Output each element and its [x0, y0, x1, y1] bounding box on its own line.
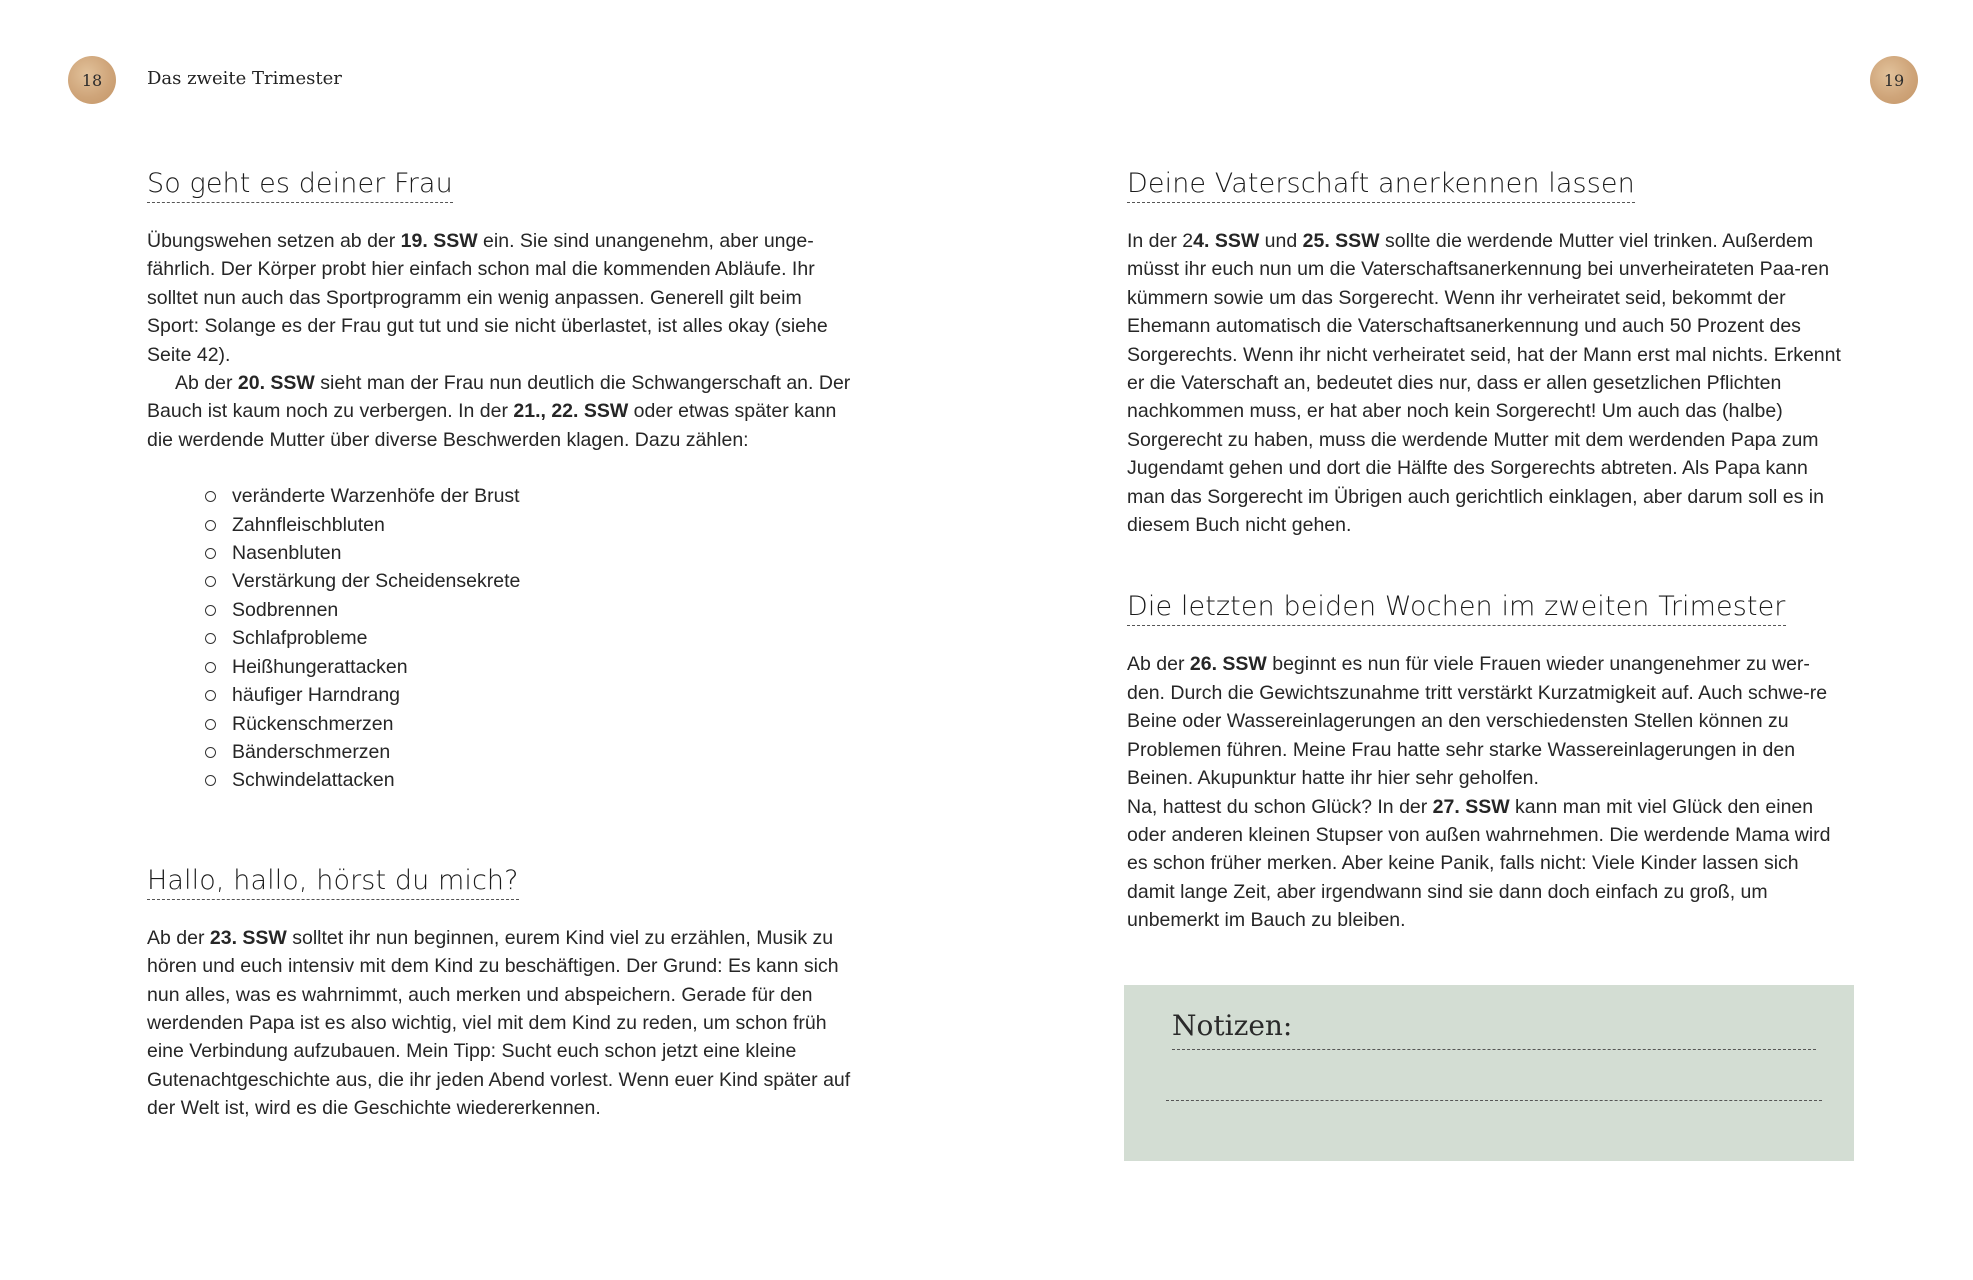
text-run: Ab der — [175, 372, 238, 395]
page-number-left — [68, 56, 116, 104]
section-so-geht-es-deiner-frau — [147, 168, 852, 795]
text-run: sollte die werdende Mutter viel trinken. Außerdem müsst ihr euch nun um die Vaterschaftsanerkennung bei unverheirateten Paa-ren kümmern sowie um das Sorgerecht. Wenn ihr verheiratet seid, bekommt der Ehemann automatisch die Vaterschaftsanerkennung und auch 50 Prozent des Sorgerechts. Wenn ihr nicht verheiratet seid, hat der Mann erst mal nichts. Erkennt er die Vaterschaft an, bedeutet dies nur, dass er allen gesetzlichen Pflichten nachkommen muss, er hat aber noch kein Sorgerecht! Um auch das (halbe) Sorgerecht zu haben, muss die werdende Mutter mit dem werdenden Papa zum Jugendamt gehen und dort die Hälfte des Sorgerechts abtreten. Als Papa kann man das Sorgerecht im Übrigen auch gerichtlich einklagen, aber darum soll es in diesem Buch nicht gehen. — [1127, 230, 1841, 537]
week-label: 19. SSW — [400, 230, 478, 252]
week-label: 4. SSW — [1193, 230, 1260, 252]
text-run: In der 2 — [1127, 230, 1194, 252]
text-run: ein. Sie sind unangenehm, aber unge-fährlich. Der Körper probt hier einfach schon mal die kommenden Abläufe. Ihr solltet nun auch das Sportprogramm ein wenig anpassen. Generell gilt beim Sport: Solange es der Frau gut tut und sie nicht überlastet, ist alles okay (siehe Seite 42). — [147, 230, 828, 366]
list-item: Nasenbluten — [205, 539, 852, 567]
paragraph — [147, 924, 852, 1123]
paragraph — [147, 227, 852, 369]
section-heading: Die letzten beiden Wochen im zweiten Trimester — [1127, 591, 1786, 626]
text-run: Übungswehen setzen ab der — [147, 230, 401, 252]
text-run: sieht man der Frau nun deutlich die Schwangerschaft an. Der Bauch ist kaum noch zu verbergen. In der — [147, 372, 851, 423]
section-heading: Deine Vaterschaft anerkennen lassen — [1127, 168, 1635, 203]
section-heading: So geht es deiner Frau — [147, 168, 453, 203]
paragraph — [1127, 650, 1847, 792]
notes-line — [1166, 1100, 1822, 1101]
text-run: und — [1259, 230, 1303, 252]
list-item: Rückenschmerzen — [205, 710, 852, 738]
page-number-right-text: 19 — [1883, 70, 1905, 90]
list-item: Schwindelattacken — [205, 766, 852, 794]
section-letzten-wochen — [1127, 591, 1847, 934]
paragraph — [1127, 793, 1847, 935]
list-item: veränderte Warzenhöfe der Brust — [205, 482, 852, 510]
paragraph — [147, 369, 852, 454]
list-item: Verstärkung der Scheidensekrete — [205, 567, 852, 595]
text-run: oder etwas später kann die werdende Mutter über diverse Beschwerden klagen. Dazu zählen: — [147, 400, 837, 451]
list-item: Zahnfleischbluten — [205, 511, 852, 539]
week-label: 20. SSW — [237, 372, 315, 395]
symptom-list — [205, 482, 852, 794]
section-hallo-hallo — [147, 865, 852, 1123]
notes-box — [1124, 985, 1854, 1161]
text-run: Ab der — [1127, 653, 1190, 676]
week-label: 21., 22. SSW — [513, 400, 629, 423]
text-run: beginnt es nun für viele Frauen wieder unangenehmer zu wer-den. Durch die Gewichtszunahme tritt verstärkt Kurzatmigkeit auf. Auch schwe-re Beine oder Wassereinlagerungen an den verschiedensten Stellen können zu Problemen führen. Meine Frau hatte sehr starke Wassereinlagerungen in den Beinen. Akupunktur hatte ihr hier sehr geholfen. — [1127, 653, 1828, 790]
running-title: Das zweite Trimester — [147, 68, 342, 89]
week-label: 26. SSW — [1189, 653, 1267, 676]
section-vaterschaft — [1127, 168, 1847, 539]
notes-title: Notizen: — [1172, 1009, 1293, 1042]
page-number-right — [1870, 56, 1918, 104]
text-run: kann man mit viel Glück den einen oder anderen kleinen Stupser von außen wahrnehmen. Die werdende Mama wird es schon früher merken. Aber keine Panik, falls nicht: Viele Kinder lassen sich damit lange Zeit, aber irgendwann sind sie dann doch einfach zu groß, um unbemerkt im Bauch zu bleiben. — [1127, 795, 1831, 932]
paragraph — [1127, 227, 1847, 539]
list-item: Schlafprobleme — [205, 624, 852, 652]
left-column — [147, 168, 852, 1123]
list-item: Heißhungerattacken — [205, 653, 852, 681]
text-run: Na, hattest du schon Glück? In der — [1127, 795, 1433, 818]
list-item: häufiger Harndrang — [205, 681, 852, 709]
notes-line — [1172, 1049, 1816, 1050]
list-item: Sodbrennen — [205, 596, 852, 624]
right-column — [1127, 168, 1847, 935]
text-run: solltet ihr nun beginnen, eurem Kind viel zu erzählen, Musik zu hören und euch intensiv mit dem Kind zu beschäftigen. Der Grund: Es kann sich nun alles, was es wahrnimmt, auch merken und abspeichern. Gerade für den werdenden Papa ist es also wichtig, viel mit dem Kind zu reden, um schon früh eine Verbindung aufzubauen. Mein Tipp: Sucht euch schon jetzt eine kleine Gutenachtgeschichte aus, die ihr jeden Abend vorlest. Wenn euer Kind später auf der Welt ist, wird es die Geschichte wiedererkennen. — [147, 926, 851, 1120]
list-item: Bänderschmerzen — [205, 738, 852, 766]
week-label: 25. SSW — [1302, 230, 1380, 252]
section-heading: Hallo, hallo, hörst du mich? — [147, 865, 519, 900]
week-label: 27. SSW — [1432, 795, 1510, 818]
text-run: Ab der — [147, 926, 210, 949]
page-number-left-text: 18 — [81, 70, 103, 90]
week-label: 23. SSW — [209, 926, 287, 949]
